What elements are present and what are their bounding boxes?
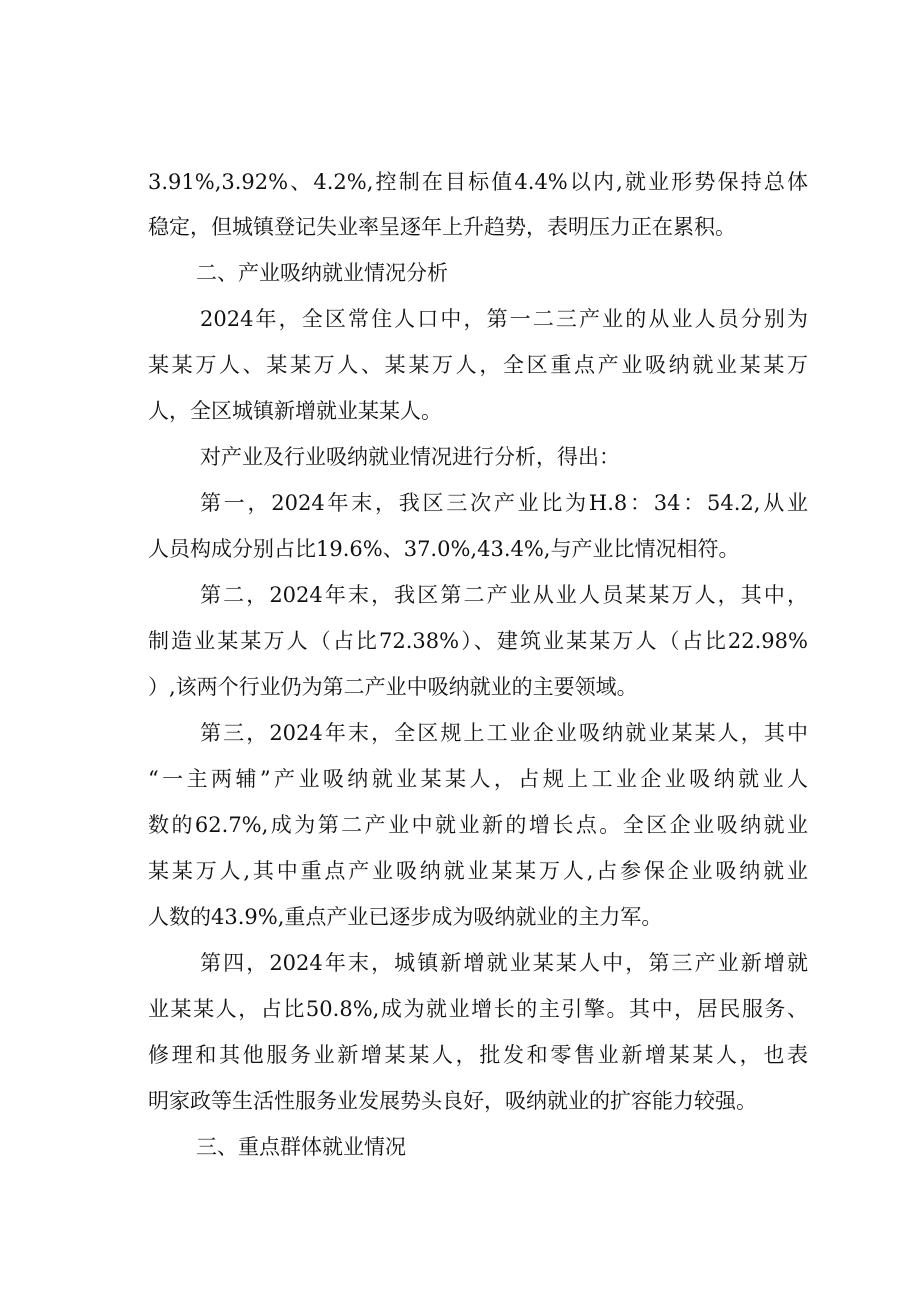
body-line: 制造业某某万人（占比72.38%）、建筑业某某万人（占比22.98%	[148, 629, 808, 653]
body-line: 对产业及行业吸纳就业情况进行分析，得出：	[200, 445, 620, 469]
body-line: 第四，2024年末，城镇新增就业某某人中，第三产业新增就	[200, 951, 808, 975]
body-line: “一主两辅”产业吸纳就业某某人，占规上工业企业吸纳就业人	[148, 767, 808, 791]
body-line: 某某万人,其中重点产业吸纳就业某某万人,占参保企业吸纳就业	[148, 859, 808, 883]
body-line: 3.91%,3.92%、4.2%,控制在目标值4.4%以内,就业形势保持总体	[148, 170, 808, 194]
body-line: 第二，2024年末，我区第二产业从业人员某某万人，其中，	[200, 583, 808, 607]
body-line: 数的62.7%,成为第二产业中就业新的增长点。全区企业吸纳就业	[148, 813, 808, 837]
body-line: 某某万人、某某万人、某某万人，全区重点产业吸纳就业某某万	[148, 353, 808, 377]
section-heading-two: 二、产业吸纳就业情况分析	[196, 261, 448, 285]
body-line: 第一，2024年末，我区三次产业比为H.8：34：54.2,从业	[200, 491, 808, 515]
body-line: ）,该两个行业仍为第二产业中吸纳就业的主要领域。	[148, 675, 638, 699]
section-heading-three: 三、重点群体就业情况	[196, 1135, 406, 1159]
body-line: 2024年，全区常住人口中，第一二三产业的从业人员分别为	[200, 307, 808, 331]
body-line: 稳定，但城镇登记失业率呈逐年上升趋势，表明压力正在累积。	[148, 215, 736, 239]
body-line: 人数的43.9%,重点产业已逐步成为吸纳就业的主力军。	[148, 905, 663, 929]
body-line: 人，全区城镇新增就业某某人。	[148, 399, 442, 423]
body-line: 人员构成分别占比19.6%、37.0%,43.4%,与产业比情况相符。	[148, 537, 740, 561]
body-line: 第三，2024年末，全区规上工业企业吸纳就业某某人，其中	[200, 721, 808, 745]
body-line: 明家政等生活性服务业发展势头良好，吸纳就业的扩容能力较强。	[148, 1089, 757, 1113]
body-line: 业某某人，占比50.8%,成为就业增长的主引擎。其中，居民服务、	[148, 997, 808, 1021]
body-line: 修理和其他服务业新增某某人，批发和零售业新增某某人，也表	[148, 1043, 808, 1067]
